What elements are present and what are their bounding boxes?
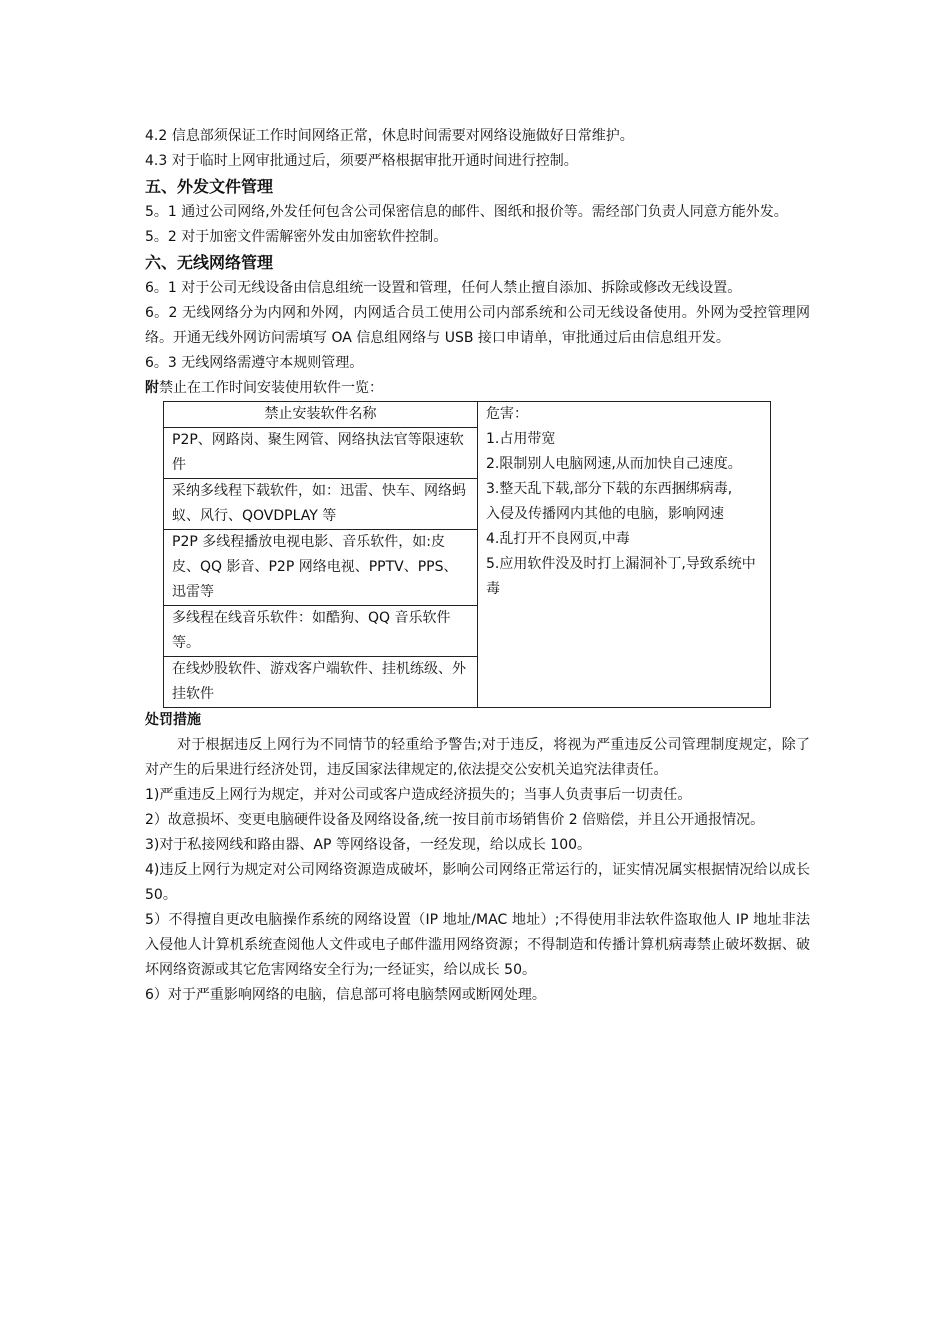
appendix-caption xyxy=(145,376,810,401)
harm-item: 1.占用带宽 xyxy=(486,431,556,447)
section-title-5: 五、外发文件管理 xyxy=(145,177,274,196)
para-6-3: 6。3 无线网络需遵守本规则管理。 xyxy=(145,355,364,371)
software-cell: 采纳多线程下载软件，如：迅雷、快车、网络蚂蚁、风行、QOVDPLAY 等 xyxy=(164,479,478,530)
appendix-lead: 附 xyxy=(145,380,159,396)
table-row xyxy=(164,402,771,428)
para-6-1: 6。1 对于公司无线设备由信息组统一设置和管理，任何人禁止擅自添加、拆除或修改无线设置。 xyxy=(145,280,742,296)
harm-title: 危害： xyxy=(486,406,528,422)
para-4-2: 4.2 信息部须保证工作时间网络正常，休息时间需要对网络设施做好日常维护。 xyxy=(145,128,634,144)
software-cell: 在线炒股软件、游戏客户端软件、挂机练级、外挂软件 xyxy=(164,657,478,708)
table-header-software: 禁止安装软件名称 xyxy=(164,402,478,428)
banned-software-table xyxy=(163,401,771,708)
harm-item: 5.应用软件没及时打上漏洞补丁,导致系统中毒 xyxy=(486,556,756,597)
harm-item: 2.限制别人电脑网速,从而加快自己速度。 xyxy=(486,456,742,472)
penalty-item: 6）对于严重影响网络的电脑，信息部可将电脑禁网或断网处理。 xyxy=(145,987,546,1003)
document-body xyxy=(145,124,810,1008)
penalty-item: 2）故意损坏、变更电脑硬件设备及网络设备,统一按目前市场销售价 2 倍赔偿，并且公开通报情况。 xyxy=(145,812,765,828)
appendix-caption-text: 禁止在工作时间安装使用软件一览： xyxy=(159,380,383,396)
software-cell: P2P、网路岗、聚生网管、网络执法官等限速软件 xyxy=(164,428,478,479)
penalty-title: 处罚措施 xyxy=(145,712,201,728)
section-title-6: 六、无线网络管理 xyxy=(145,253,274,272)
penalty-item: 4)违反上网行为规定对公司网络资源造成破坏，影响公司网络正常运行的，证实情况属实根据情况给以成长 50。 xyxy=(145,862,810,903)
software-cell: P2P 多线程播放电视电影、音乐软件，如:皮皮、QQ 影音、P2P 网络电视、PPTV、PPS、迅雷等 xyxy=(164,530,478,606)
harm-item: 3.整天乱下载,部分下载的东西捆绑病毒, xyxy=(486,481,733,497)
para-6-2: 6。2 无线网络分为内网和外网，内网适合员工使用公司内部系统和公司无线设备使用。外网为受控管理网络。开通无线外网访问需填写 OA 信息组网络与 USB 接口申请单，审批通过后由信息组开发。 xyxy=(145,305,810,346)
penalty-item: 5）不得擅自更改电脑操作系统的网络设置（IP 地址/MAC 地址）;不得使用非法软件盗取他人 IP 地址非法入侵他人计算机系统查阅他人文件或电子邮件滥用网络资源；不得制造和传播计算机病毒禁止破坏数据、破坏网络资源或其它危害网络安全行为;一经证实，给以成长 50。 xyxy=(145,912,810,978)
penalty-item: 3)对于私接网线和路由器、AP 等网络设备，一经发现，给以成长 100。 xyxy=(145,837,592,853)
para-5-2: 5。2 对于加密文件需解密外发由加密软件控制。 xyxy=(145,229,448,245)
penalty-item: 1)严重违反上网行为规定，并对公司或客户造成经济损失的；当事人负责事后一切责任。 xyxy=(145,787,692,803)
software-cell: 多线程在线音乐软件：如酷狗、QQ 音乐软件等。 xyxy=(164,606,478,657)
para-4-3: 4.3 对于临时上网审批通过后，须要严格根据审批开通时间进行控制。 xyxy=(145,153,578,169)
para-5-1: 5。1 通过公司网络,外发任何包含公司保密信息的邮件、图纸和报价等。需经部门负责人同意方能外发。 xyxy=(145,204,788,220)
penalty-intro: 对于根据违反上网行为不同情节的轻重给予警告;对于违反，将视为严重违反公司管理制度规定，除了对产生的后果进行经济处罚，违反国家法律规定的,依法提交公安机关追究法律责任。 xyxy=(145,737,810,778)
harm-item: 入侵及传播网内其他的电脑，影响网速 xyxy=(486,506,724,522)
harm-item: 4.乱打开不良网页,中毒 xyxy=(486,531,630,547)
harm-cell xyxy=(478,402,771,708)
